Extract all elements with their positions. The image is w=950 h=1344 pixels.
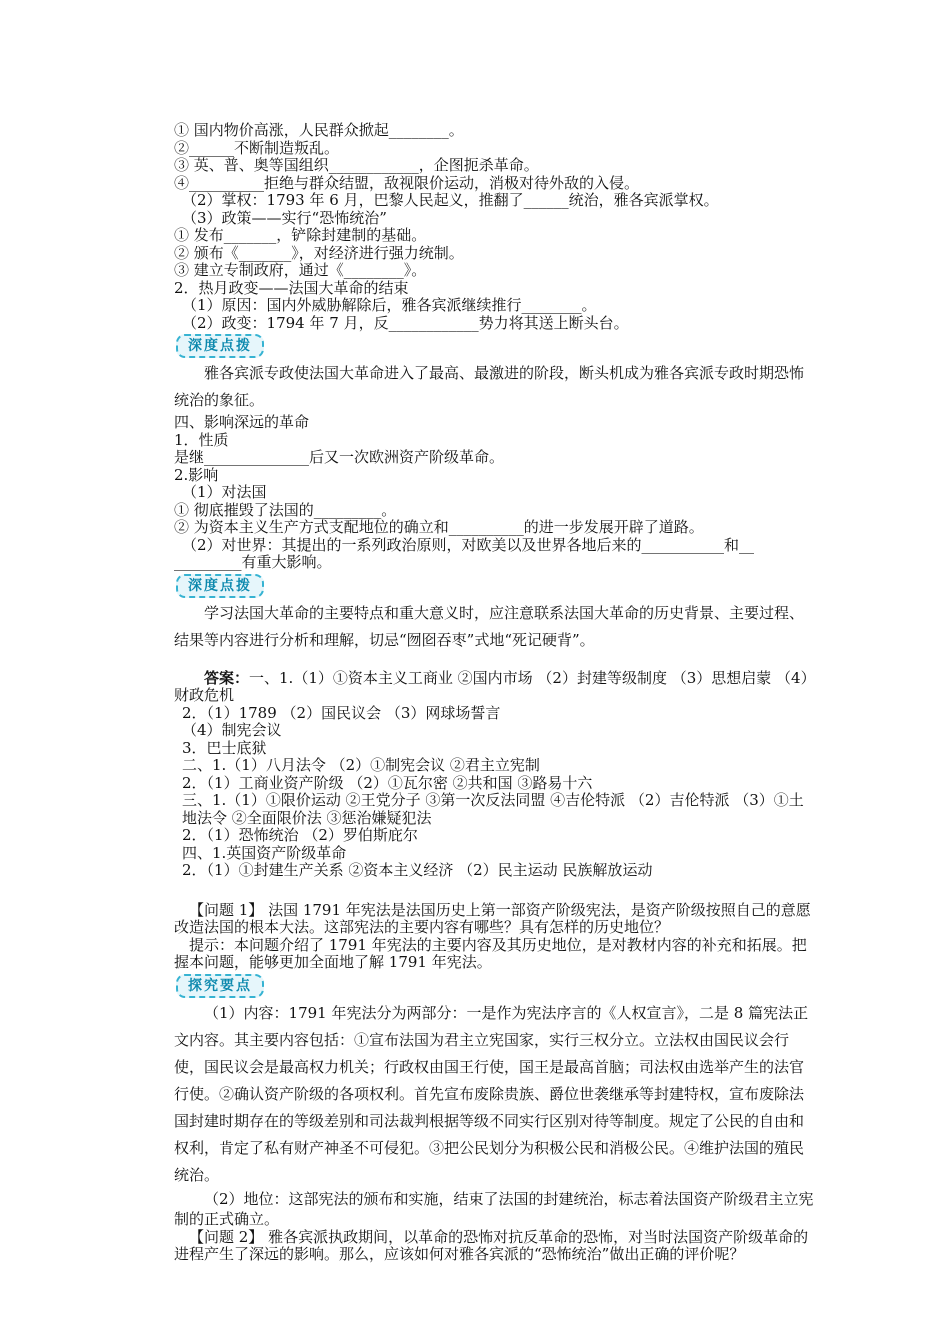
explore-paragraph: （1）内容：1791 年宪法分为两部分：一是作为宪法序言的《人权宣言》，二是 8 篇宪法正文内容。其主要内容包括：①宣布法国为君主立宪国家，实行三权分立。立法权由国民议会行使，国民议会是最高权力机关；行政权由国王行使，国王是最高首脑；司法权由选举产生的法官行使。②确认资产阶级的各项权利。首先宣布废除贵族、爵位世袭继承等封建特权，宣布废除法国封建时期存在的等级差别和司法裁判根据等级不同实行区别对待等制度。规定了公民的自由和权利，肯定了私有财产神圣不可侵犯。③把公民划分为积极公民和消极公民。④维护法国的殖民统治。 (174, 1003, 809, 1184)
text-line: ② 颁布《_______》，对经济进行强力统制。 (174, 243, 464, 262)
explore-paragraph: （2）地位：这部宪法的颁布和实施，结束了法国的封建统治，标志着法国资产阶级君主立宪制的正式确立。 (174, 1189, 814, 1228)
answer-line: （4）制宪会议 (182, 721, 282, 739)
section-badge-depth-tip: 深度点拨 (176, 574, 264, 598)
answer-line: 3．巴士底狱 (182, 738, 267, 757)
answer-line: 2．（1）工商业资产阶级 （2）①瓦尔密 ②共和国 ③路易十六 (182, 773, 593, 792)
answers-label: 答案： (204, 668, 250, 687)
answer-line: 2．（1）①封建生产关系 ②资本主义经济 （2）民主运动 民族解放运动 (182, 861, 653, 879)
document-body (174, 122, 814, 1264)
text-line: （3）政策——实行“恐怖统治” (182, 208, 387, 227)
text-line: （2）政变：1794 年 7 月，反____________势力将其送上断头台。 (182, 313, 629, 332)
tip-paragraph: 学习法国大革命的主要特点和重大意义时，应注意联系法国大革命的历史背景、主要过程、结果等内容进行分析和理解，切忌“囫囵吞枣”式地“死记硬背”。 (174, 603, 805, 649)
section-heading: 四、影响深远的革命 (174, 413, 310, 431)
text-line: （1）原因：国内外威胁解除后，雅各宾派继续推行________。 (182, 296, 597, 314)
text-line: ②______不断制造叛乱。 (174, 138, 340, 157)
answer-line: 三、1.（1）①限价运动 ②王党分子 ③第一次反法同盟 ④吉伦特派 （2）吉伦特派 （3）①土地法令 ②全面限价法 ③惩治嫌疑犯法 (182, 791, 804, 827)
answer-line: 2．（1）1789 （2）国民议会 （3）网球场誓言 (182, 703, 501, 722)
text-line: 2.影响 (174, 465, 219, 484)
section-badge-explore: 探究要点 (176, 974, 264, 998)
answer-line: 二、1.（1）八月法令 （2）①制宪会议 ②君主立宪制 (182, 756, 540, 774)
text-line: ④__________拒绝与群众结盟，敌视限价运动，消极对待外敌的入侵。 (174, 173, 640, 192)
text-line: ① 彻底摧毁了法国的_________。 (174, 500, 397, 519)
answers-first-line: 一、1.（1）①资本主义工商业 ②国内市场 （2）封建等级制度 （3）思想启蒙 （4）财政危机 (174, 668, 809, 704)
text-line: 2．热月政变——法国大革命的结束 (174, 278, 409, 297)
answer-line: 2．（1）恐怖统治 （2）罗伯斯庇尔 (182, 826, 418, 844)
text-line: ③ 英、普、奥等国组织____________，企图扼杀革命。 (174, 156, 539, 174)
text-line: 1．性质 (174, 430, 229, 449)
tip-paragraph: 雅各宾派专政使法国大革命进入了最高、最激进的阶段，断头机成为雅各宾派专政时期恐怖统治的象征。 (174, 364, 805, 409)
text-line: _________有重大影响。 (174, 553, 332, 571)
answers-block (174, 670, 814, 705)
text-line: ③ 建立专制政府，通过《________》。 (174, 261, 427, 279)
spacer (174, 880, 814, 902)
section-badge-depth-tip: 深度点拨 (176, 334, 264, 358)
text-line: ② 为资本主义生产方式支配地位的确立和__________的进一步发展开辟了道路。 (174, 518, 704, 536)
question-2: 【问题 2】 雅各宾派执政期间，以革命的恐怖对抗反革命的恐怖，对当时法国资产阶级革命的进程产生了深远的影响。那么，应该如何对雅各宾派的“恐怖统治”做出正确的评价呢？ (174, 1227, 809, 1263)
spacer (174, 654, 814, 670)
question-1: 【问题 1】 法国 1791 年宪法是法国历史上第一部资产阶级宪法，是资产阶级按照自己的意愿改造法国的根本大法。这部宪法的主要内容有哪些？具有怎样的历史地位？ (174, 900, 811, 936)
text-line: 是继______________后又一次欧洲资产阶级革命。 (174, 448, 505, 466)
text-line: （2）对世界：其提出的一系列政治原则，对欧美以及世界各地后来的___________和__ (182, 535, 755, 554)
text-line: （2）掌权：1793 年 6 月，巴黎人民起义，推翻了______统治，雅各宾派掌权。 (182, 191, 719, 209)
question-1-hint: 提示：本问题介绍了 1791 年宪法的主要内容及其历史地位，是对教材内容的补充和拓展。把握本问题，能够更加全面地了解 1791 年宪法。 (174, 935, 807, 971)
text-line: （1）对法国 (182, 483, 267, 501)
text-line: ① 国内物价高涨，人民群众掀起________。 (174, 121, 464, 139)
text-line: ① 发布_______，铲除封建制的基础。 (174, 226, 427, 244)
answer-line: 四、1.英国资产阶级革命 (182, 843, 347, 862)
